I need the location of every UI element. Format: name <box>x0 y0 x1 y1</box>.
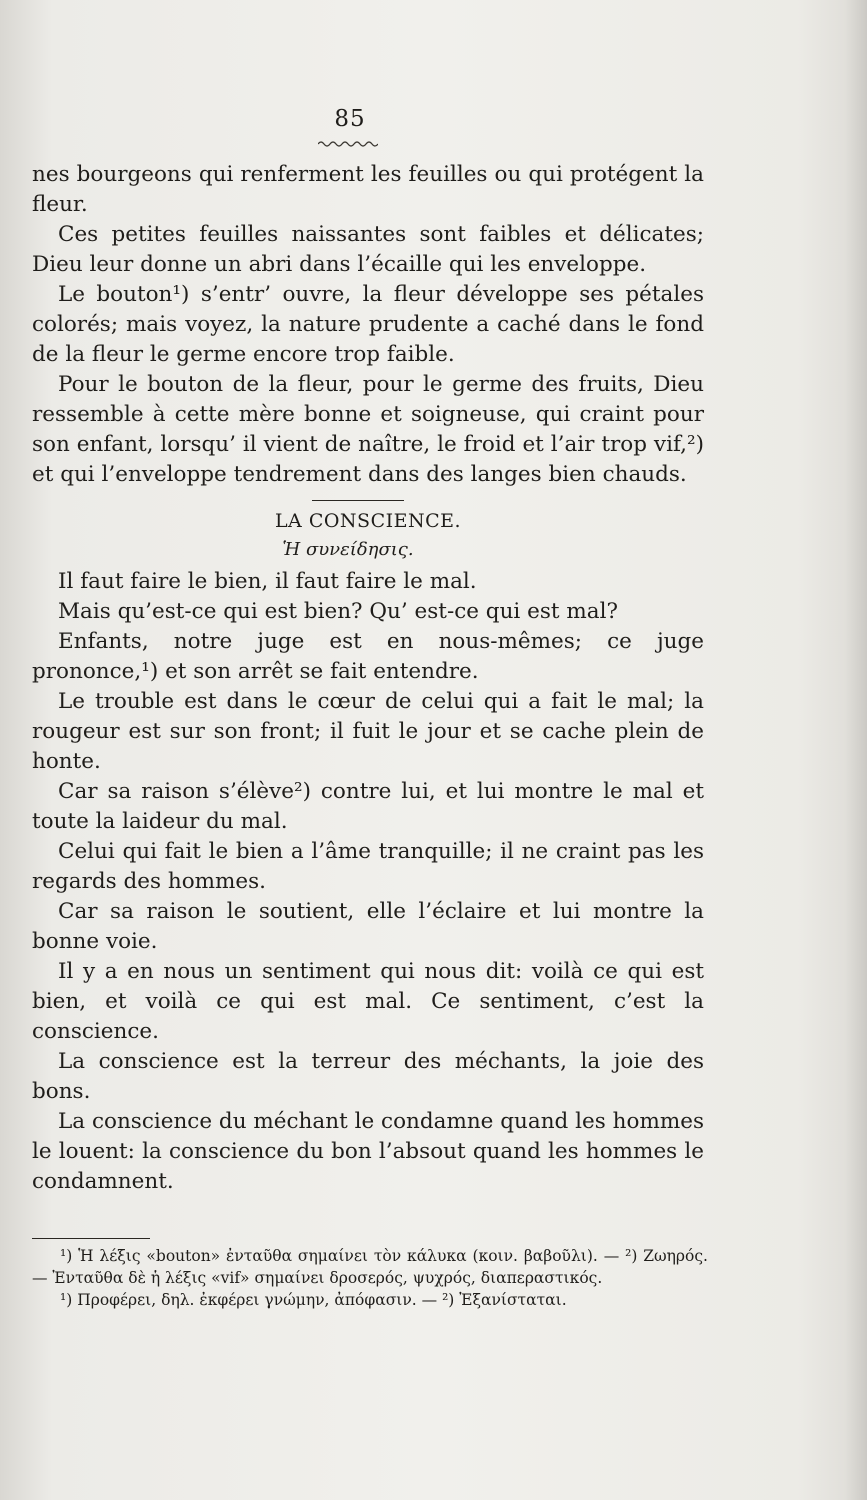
paragraph: Il faut faire le bien, il faut faire le mal. <box>58 569 477 594</box>
paragraph: Il y a en nous un sentiment qui nous dit: voilà ce qui est bien, et voilà ce qui est mal. Ce sentiment, c’est la conscience. <box>32 959 704 1044</box>
paragraph: Pour le bouton de la fleur, pour le germe des fruits, Dieu ressemble à cette mère bonne et soigneuse, qui craint pour son enfant, lorsqu’ il vient de naître, le froid et l’air trop vif,²) et qui l’enveloppe tendrement dans des langes bien chauds. <box>32 372 704 487</box>
paragraph: Enfants, notre juge est en nous-mêmes; ce juge prononce,¹) et son arrêt se fait entendre. <box>32 629 704 684</box>
section-title: LA CONSCIENCE. <box>274 510 462 532</box>
paragraph: Car sa raison le soutient, elle l’éclaire et lui montre la bonne voie. <box>32 899 704 954</box>
paragraph: nes bourgeons qui renferment les feuilles ou qui protégent la fleur. <box>32 162 704 217</box>
paragraph: Ces petites feuilles naissantes sont faibles et délicates; Dieu leur donne un abri dans l’écaille qui les enveloppe. <box>32 222 704 277</box>
main-text <box>32 160 704 1197</box>
section-divider <box>312 500 404 501</box>
paragraph: Le bouton¹) s’entr’ ouvre, la fleur développe ses pétales colorés; mais voyez, la nature prudente a caché dans le fond de la fleur le germe encore trop faible. <box>32 282 704 367</box>
footnote: ¹) Ἡ λέξις «bouton» ἐνταῦθα σημαίνει τὸν κάλυκα (κοιν. βαβοῦλι). — ²) Ζωηρός.— Ἐνταῦθα δὲ ἡ λέξις «vif» σημαίνει δροσερός, ψυχρός, διαπεραστικός. <box>32 1247 708 1287</box>
page-number: 85 <box>334 106 366 132</box>
paragraph: Celui qui fait le bien a l’âme tranquille; il ne craint pas les regards des hommes. <box>32 839 704 894</box>
section-subtitle: Ἡ συνείδησις. <box>282 539 414 560</box>
paragraph: La conscience du méchant le condamne quand les hommes le louent: la conscience du bon l’absout quand les hommes le condamnent. <box>32 1109 704 1194</box>
paragraph: La conscience est la terreur des méchants, la joie des bons. <box>32 1049 704 1104</box>
footnotes <box>32 1238 708 1311</box>
paragraph: Mais qu’est-ce qui est bien? Qu’ est-ce qui est mal? <box>58 599 618 624</box>
footnote-divider <box>32 1238 150 1239</box>
paragraph: Car sa raison s’élève²) contre lui, et lui montre le mal et toute la laideur du mal. <box>32 779 704 834</box>
page-edge-shadow <box>845 0 867 1500</box>
wavy-ornament-icon <box>318 140 378 148</box>
paragraph: Le trouble est dans le cœur de celui qui a fait le mal; la rougeur est sur son front; il fuit le jour et se cache plein de honte. <box>32 689 704 774</box>
footnote: ¹) Προφέρει, δηλ. ἐκφέρει γνώμην, ἀπόφασιν. — ²) Ἐξανίσταται. <box>60 1291 567 1309</box>
